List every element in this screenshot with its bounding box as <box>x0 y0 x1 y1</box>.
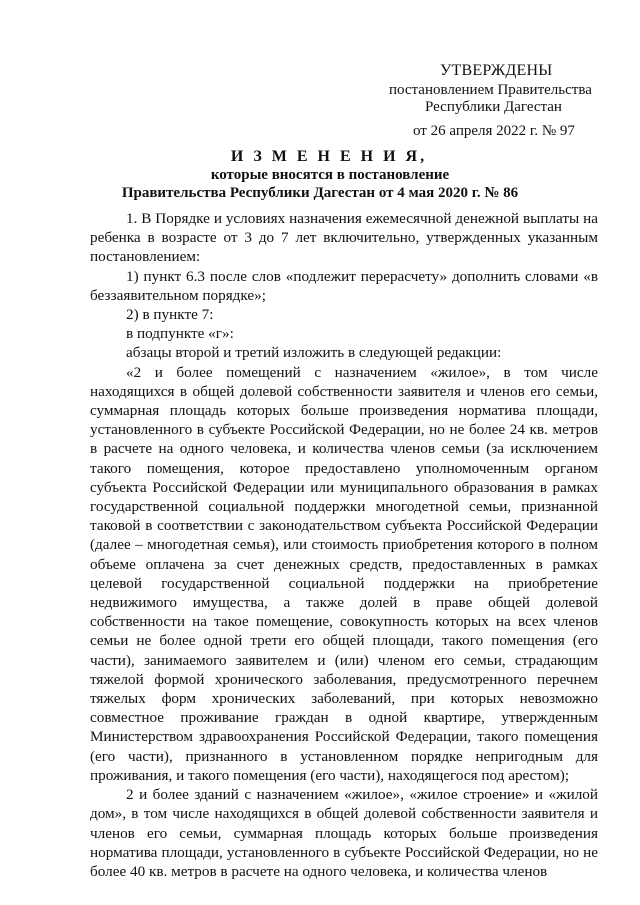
heading-title: И З М Е Н Е Н И Я, <box>230 148 428 165</box>
paragraph: 2) в пункте 7: <box>126 306 214 324</box>
document-heading <box>0 148 640 202</box>
approval-region-line: Республики Дагестан <box>425 99 562 115</box>
approval-stamp-block <box>0 0 640 150</box>
approval-authority-line: постановлением Правительства <box>389 82 592 98</box>
heading-reference: Правительства Республики Дагестан от 4 мая 2020 г. № 86 <box>121 185 519 201</box>
paragraph: «2 и более помещений с назначением «жилое», в том числе находящихся в общей долевой собственности заявителя и членов его семьи, суммарная площадь которых больше произведения норматива площади, установленного в субъекте Российской Федерации, но не более 24 кв. метров в расчете на одного человека, и количества членов семьи (за исключением такого помещения, которое предоставлено уполномоченным органом субъекта Российской Федерации или муниципального образования в рамках государственной социальной поддержки многодетной семьи, признанной таковой в соответствии с законодательством субъекта Российской Федерации (далее – многодетная семья), или стоимость приобретения которого в полном объеме оплачена за счет денежных средств, предоставленных в рамках целевой государственной социальной поддержки на приобретение недвижимого имущества, а также долей в праве общей долевой собственности на такое помещение, совокупность которых на всех членов семьи не более одной трети его общей площади, такого помещения (его части), занимаемого заявителем и (или) членом его семьи, страдающим тяжелой формой хронического заболевания, предусмотренного перечнем тяжелых форм хронических заболеваний, при которых невозможно совместное проживание граждан в одной квартире, утвержденным Министерством здравоохранения Российской Федерации, такого помещения (его части), признанного в установленном порядке непригодным для проживания, и такого помещения (его части), находящегося под арестом); <box>90 363 598 784</box>
approval-title: УТВЕРЖДЕНЫ <box>440 62 553 79</box>
paragraph: 1. В Порядке и условиях назначения ежемесячной денежной выплаты на ребенка в возрасте от 3 до 7 лет включительно, утвержденных указанным постановлением: <box>90 210 598 266</box>
paragraph: 1) пункт 6.3 после слов «подлежит перерасчету» дополнить словами «в беззаявительном порядке»; <box>90 267 598 304</box>
document-body <box>90 209 598 881</box>
paragraph: абзацы второй и третий изложить в следующей редакции: <box>126 344 502 362</box>
paragraph: в подпункте «г»: <box>126 325 234 343</box>
approval-date: от 26 апреля 2022 г. № 97 <box>413 123 575 139</box>
paragraph: 2 и более зданий с назначением «жилое», «жилое строение» и «жилой дом», в том числе находящихся в общей долевой собственности заявителя и членов его семьи, суммарная площадь которых больше произведения норматива площади, установленного в субъекте Российской Федерации, но не более 40 кв. метров в расчете на одного человека, и количества членов <box>90 786 598 880</box>
heading-subtitle: которые вносятся в постановление <box>210 167 450 183</box>
